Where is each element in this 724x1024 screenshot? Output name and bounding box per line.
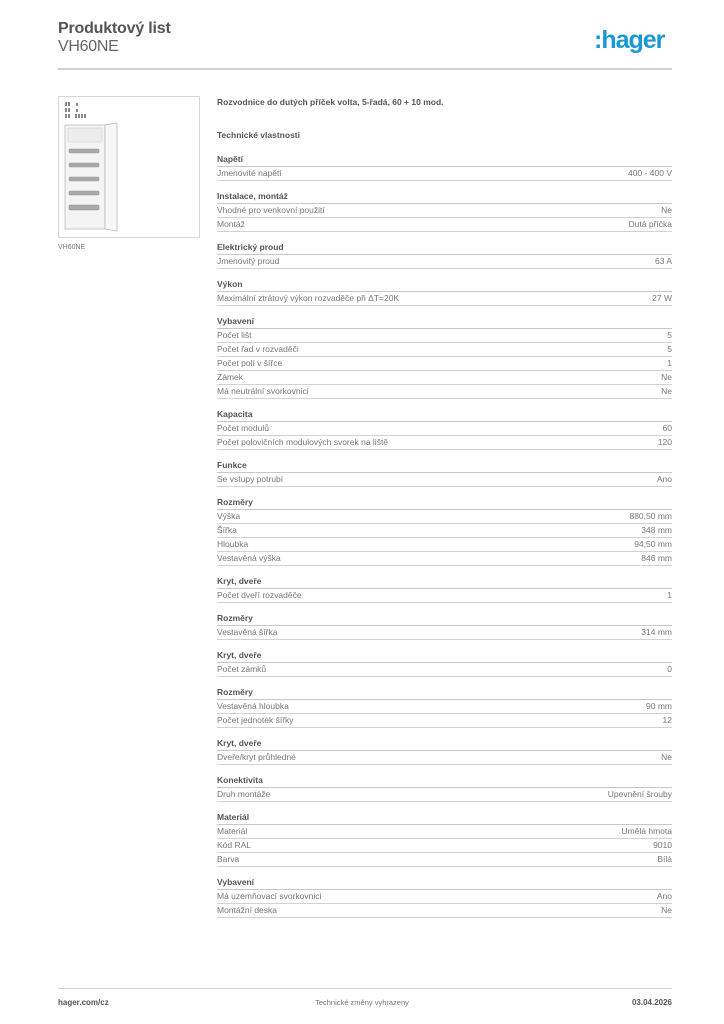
- spec-label: Barva: [217, 854, 240, 864]
- spec-group: [217, 774, 672, 802]
- spec-row: [217, 371, 672, 385]
- spec-label: Zámek: [217, 372, 243, 382]
- spec-value: Umělá hmota: [621, 826, 672, 836]
- spec-row: [217, 853, 672, 867]
- spec-group-title: Kapacita: [217, 408, 672, 422]
- spec-value: Ne: [661, 386, 672, 396]
- spec-value: 94,50 mm: [634, 539, 672, 549]
- spec-group: [217, 686, 672, 728]
- footer-website: hager.com/cz: [58, 998, 109, 1007]
- spec-group: [217, 876, 672, 918]
- product-code: VH60NE: [58, 38, 119, 55]
- spec-label: Má uzemňovací svorkovnici: [217, 891, 322, 901]
- spec-value: Ne: [661, 905, 672, 915]
- spec-row: [217, 700, 672, 714]
- spec-row: [217, 343, 672, 357]
- spec-group-title: Instalace, montáž: [217, 190, 672, 204]
- spec-value: Bílá: [657, 854, 672, 864]
- spec-label: Jmenovité napětí: [217, 168, 282, 178]
- spec-value: Ne: [661, 372, 672, 382]
- spec-group-title: Rozměry: [217, 496, 672, 510]
- spec-group: [217, 315, 672, 399]
- spec-label: Počet dveří rozvaděče: [217, 590, 302, 600]
- spec-label: Montáž: [217, 219, 245, 229]
- footer-divider: [58, 988, 672, 989]
- spec-row: [217, 167, 672, 181]
- spec-group-title: Napětí: [217, 153, 672, 167]
- spec-label: Počet polí v šířce: [217, 358, 283, 368]
- spec-row: [217, 589, 672, 603]
- spec-value: 27 W: [652, 293, 672, 303]
- spec-value: 314 mm: [641, 627, 672, 637]
- spec-value: 12: [662, 715, 672, 725]
- spec-label: Počet modulů: [217, 423, 269, 433]
- spec-label: Výška: [217, 511, 241, 521]
- spec-label: Maximální ztrátový výkon rozvaděče při ΔT=20K: [217, 293, 400, 303]
- spec-row: [217, 385, 672, 399]
- spec-group-title: Rozměry: [217, 612, 672, 626]
- spec-value: 880,50 mm: [629, 511, 672, 521]
- spec-label: Vhodné pro venkovní použití: [217, 205, 325, 215]
- spec-value: 5: [667, 344, 672, 354]
- spec-group-title: Rozměry: [217, 686, 672, 700]
- spec-row: [217, 292, 672, 306]
- spec-label: Hloubka: [217, 539, 249, 549]
- document-header: [58, 20, 171, 56]
- spec-row: [217, 839, 672, 853]
- spec-group-title: Konektivita: [217, 774, 672, 788]
- spec-value: 120: [657, 437, 672, 447]
- spec-value: 5: [667, 330, 672, 340]
- spec-label: Vestavěná šířka: [217, 627, 278, 637]
- product-description: Rozvodnice do dutých příček volta, 5-řadá, 60 + 10 mod.: [217, 97, 444, 107]
- spec-label: Počet zámků: [217, 664, 267, 674]
- section-title: Technické vlastnosti: [217, 130, 300, 140]
- spec-row: [217, 524, 672, 538]
- spec-group: [217, 241, 672, 269]
- distribution-board-image: [58, 96, 200, 238]
- spec-value: 9010: [653, 840, 672, 850]
- spec-row: [217, 473, 672, 487]
- image-caption: VH60NE: [58, 244, 86, 251]
- spec-label: Materiál: [217, 826, 248, 836]
- spec-group: [217, 459, 672, 487]
- spec-value: Ne: [661, 205, 672, 215]
- spec-value: Ano: [656, 891, 672, 901]
- spec-group-title: Funkce: [217, 459, 672, 473]
- spec-row: [217, 436, 672, 450]
- spec-row: [217, 329, 672, 343]
- spec-group-title: Kryt, dveře: [217, 575, 672, 589]
- spec-label: Počet jednotek šířky: [217, 715, 294, 725]
- spec-group: [217, 278, 672, 306]
- spec-value: 348 mm: [641, 525, 672, 535]
- spec-row: [217, 890, 672, 904]
- spec-row: [217, 422, 672, 436]
- spec-row: [217, 825, 672, 839]
- hager-logo: :hager: [594, 26, 665, 54]
- spec-row: [217, 904, 672, 918]
- spec-row: [217, 357, 672, 371]
- spec-group: [217, 612, 672, 640]
- spec-label: Montážní deska: [217, 905, 278, 915]
- spec-value: 90 mm: [646, 701, 672, 711]
- spec-content: [217, 96, 672, 927]
- spec-label: Počet lišt: [217, 330, 252, 340]
- spec-group-title: Kryt, dveře: [217, 737, 672, 751]
- spec-value: 63 A: [654, 256, 672, 266]
- spec-group: [217, 575, 672, 603]
- spec-group-title: Kryt, dveře: [217, 649, 672, 663]
- document-title: Produktový list: [58, 20, 171, 37]
- spec-row: [217, 626, 672, 640]
- spec-row: [217, 510, 672, 524]
- distribution-board-icon: [59, 97, 199, 237]
- spec-row: [217, 218, 672, 232]
- spec-row: [217, 663, 672, 677]
- spec-value: Upevnění šrouby: [607, 789, 672, 799]
- footer-disclaimer: Technické změny vyhrazeny: [315, 998, 409, 1007]
- spec-label: Se vstupy potrubí: [217, 474, 284, 484]
- spec-row: [217, 538, 672, 552]
- spec-value: 60: [662, 423, 672, 433]
- spec-group-title: Elektrický proud: [217, 241, 672, 255]
- spec-label: Počet řad v rozvaděči: [217, 344, 299, 354]
- spec-group-title: Vybavení: [217, 876, 672, 890]
- spec-row: [217, 751, 672, 765]
- spec-table: [217, 153, 672, 918]
- spec-group: [217, 496, 672, 566]
- spec-value: 1: [667, 358, 672, 368]
- spec-group: [217, 811, 672, 867]
- spec-label: Počet polovičních modulových svorek na liště: [217, 437, 389, 447]
- spec-value: Ano: [656, 474, 672, 484]
- footer-date: 03.04.2026: [631, 998, 672, 1007]
- spec-group: [217, 153, 672, 181]
- spec-label: Kód RAL: [217, 840, 252, 850]
- spec-row: [217, 714, 672, 728]
- spec-label: Vestavěná výška: [217, 553, 281, 563]
- spec-row: [217, 204, 672, 218]
- spec-label: Vestavěná hloubka: [217, 701, 289, 711]
- header-divider: [58, 68, 672, 70]
- spec-group: [217, 408, 672, 450]
- spec-group: [217, 190, 672, 232]
- spec-row: [217, 552, 672, 566]
- spec-group: [217, 649, 672, 677]
- spec-row: [217, 788, 672, 802]
- spec-value: 0: [667, 664, 672, 674]
- spec-label: Druh montáže: [217, 789, 271, 799]
- spec-label: Šířka: [217, 525, 237, 535]
- spec-value: 1: [667, 590, 672, 600]
- spec-group-title: Vybavení: [217, 315, 672, 329]
- spec-label: Dveře/kryt průhledné: [217, 752, 296, 762]
- spec-value: 400 - 400 V: [628, 168, 672, 178]
- spec-row: [217, 255, 672, 269]
- spec-group-title: Výkon: [217, 278, 672, 292]
- spec-value: 846 mm: [641, 553, 672, 563]
- spec-label: Jmenovitý proud: [217, 256, 280, 266]
- spec-label: Má neutrální svorkovnici: [217, 386, 309, 396]
- spec-group-title: Materiál: [217, 811, 672, 825]
- spec-value: Dutá příčka: [628, 219, 672, 229]
- spec-group: [217, 737, 672, 765]
- spec-value: Ne: [661, 752, 672, 762]
